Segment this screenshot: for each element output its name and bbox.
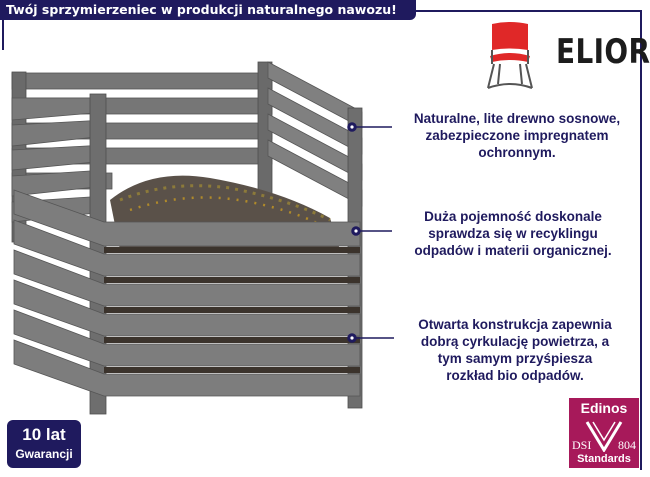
brand-logo-text: ELIOR [556,32,650,72]
banner-text: Twój sprzymierzeniec w produkcji naturalnego nawozu! [6,2,397,17]
warranty-years: 10 lat [22,425,66,444]
badge-title: Edinos [580,400,628,416]
callout-line: tym samym przyśpiesza [437,351,593,366]
callout-line: Otwarta konstrukcja zapewnia [418,317,612,332]
badge-dsi: DSI [572,438,592,452]
callout-line: Duża pojemność doskonale [424,209,602,224]
warranty-label: Gwarancji [15,447,73,461]
callout-line: sprawdza się w recyklingu [428,226,598,241]
certification-badge [569,398,639,468]
callout-capacity [388,208,638,259]
badge-number: 804 [618,438,636,452]
callout-line: dobrą cyrkulację powietrza, a [420,334,610,349]
callout-line: zabezpieczone impregnatem [425,128,609,143]
callout-wood [392,110,642,161]
callout-line: Naturalne, lite drewno sosnowe, [413,111,621,126]
callout-line: odpadów i materii organicznej. [414,243,612,258]
callout-ventilation [390,316,640,384]
warranty-badge [7,420,81,468]
callout-line: ochronnym. [478,145,556,160]
badge-standards: Standards [577,453,631,465]
callout-line: rozkład bio odpadów. [446,368,584,383]
